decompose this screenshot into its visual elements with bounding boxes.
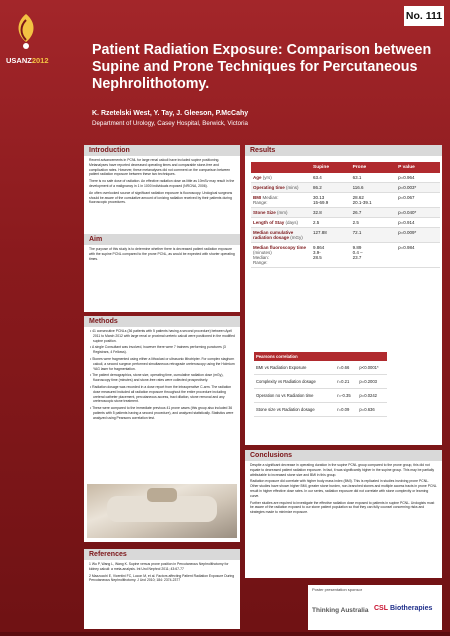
correlation-p: p<0.0001* — [357, 361, 387, 375]
prone-value: 26.7 — [351, 208, 397, 218]
logo-text: USANZ2012 — [6, 56, 49, 65]
row-label: BMI Median: Range: — [251, 193, 311, 208]
table-row — [251, 183, 440, 193]
results-table — [251, 162, 440, 268]
references-heading: References — [84, 549, 240, 560]
results-heading: Results — [245, 145, 442, 156]
table-row — [251, 228, 440, 243]
row-label: Stone Size (mm) — [251, 208, 311, 218]
table-row — [251, 243, 440, 268]
authors: K. Rzetelski West, Y. Tay, J. Gleeson, P.McCahy — [92, 110, 249, 117]
supine-value: 63.4 — [311, 173, 351, 183]
prone-value: 63.1 — [351, 173, 397, 183]
reference-item: 1 Wu P, Wang L, Wang K. Supine versus prone position in Percutaneous Nephrolithotomy for kidney calculi: a meta-analysis. Int Urol Nephrol 2011; 43:67-77 — [89, 562, 229, 571]
correlation-label: Stone size vs Radiation dosage — [254, 403, 335, 417]
conclusion-paragraph: Despite a significant decrease in operating duration in the supine PCNL group compared to the prone group, this did not equate to decreased patient radiation exposure. In fact, it was significantly higher in the supine group. This may be partially attributable to increased stone size and BMI in this group. — [250, 463, 435, 477]
supine-value: 32.8 — [311, 208, 351, 218]
conclusion-paragraph: Further studies are required to investigate the effective radiation dose exposed to patients in supine PCNL. Urologists must be aware of the radiation exposed to our stone patient population so that they can fully counsel concerning risks and strategies made to minimize exposure. — [250, 500, 435, 515]
correlation-table — [254, 352, 387, 417]
intro-paragraph: An often overlooked source of significant radiation exposure is fluoroscopy. Urological surgeons should be aware of the cumulative amount of ionizing radiation received by their patients during fluoroscopic procedures. — [89, 190, 233, 205]
prone-value: 9.89 0.4 – 23.7 — [351, 243, 397, 268]
prone-value: 28.62 20.1-39.1 — [351, 193, 397, 208]
correlation-label: Operation no vs Radiation time — [254, 389, 335, 403]
column-header — [251, 162, 311, 173]
correlation-row — [254, 389, 387, 403]
correlation-p: p=0.0242 — [357, 389, 387, 403]
p-value: p=0.964 — [396, 173, 440, 183]
aim-text: The purpose of this study is to determine whether there is decreased patient radiation exposure with the supine PCNL compared to the prone PCNL, as would be expected with shorter operating times. — [89, 247, 235, 261]
methods-item: • 41 consecutive PCNLs (36 patients with 5 patients having a second procedure) between April 2011 to March 2012 with large renal or proximal ureteric calculi were positioned in the modified supine position. — [90, 329, 235, 343]
conclusions-section — [245, 450, 442, 578]
row-label: Operating time (mins) — [251, 183, 311, 193]
table-row — [251, 173, 440, 183]
correlation-row — [254, 403, 387, 417]
row-label: Age (yrs) — [251, 173, 311, 183]
p-value: p=0.009* — [396, 228, 440, 243]
correlation-r: r=0.09 — [335, 403, 357, 417]
conclusion-paragraph: Radiation exposure did correlate with higher body mass index (BMI). This is replicated in studies involving prone PCNL. Other studies have shown higher BMI, greater stone burden, non-branched stones and multiple access tracts in prone PCNL result in higher effective dose rates. In our series, radiation exposure did not correlate with stone complexity or learning curve. — [250, 479, 437, 498]
surgical-photo — [87, 484, 237, 538]
poster-title: Patient Radiation Exposure: Comparison between Supine and Prone Techniques for Percutaneous Nephrolithotomy. — [92, 42, 432, 92]
methods-heading: Methods — [84, 316, 240, 327]
usanz-logo — [6, 6, 49, 78]
affiliation: Department of Urology, Casey Hospital, Berwick, Victoria — [92, 120, 248, 127]
correlation-r: r=-0.35 — [335, 389, 357, 403]
prone-value: 116.6 — [351, 183, 397, 193]
supine-value: 9.864 3.9- 28.5 — [311, 243, 351, 268]
table-row — [251, 218, 440, 228]
row-label: Median fluoroscopy time (minutes) Median: Range: — [251, 243, 311, 268]
correlation-row — [254, 361, 387, 375]
sponsor-box — [308, 585, 442, 630]
supine-value: 86.2 — [311, 183, 351, 193]
correlation-p: p=0.2003 — [357, 375, 387, 389]
intro-paragraph: There is no safe dose of radiation. An effective radiation dose as little as 10mSv may result in the development of a malignancy in 1 in 1000 individuals exposed (NRCNA, 2006). — [89, 179, 235, 188]
sponsor-label: Poster presentation sponsor — [312, 587, 363, 592]
column-header: Prone — [351, 162, 397, 173]
sponsor-name: Thinking Australia — [312, 607, 369, 614]
row-label: Length of Stay (days) — [251, 218, 311, 228]
row-label: Median cumulative radiation dosage (mGy) — [251, 228, 311, 243]
p-value: p=0.003* — [396, 183, 440, 193]
introduction-heading: Introduction — [84, 145, 240, 156]
p-value: p=0.984 — [396, 243, 440, 268]
methods-item: • These were compared to the immediate previous 41 prone cases (this group also included 36 patients with 5 patients having a second procedure), and analyzed statistically. Statistics were analyzed using Pearsons correlation test. — [90, 406, 234, 420]
aim-section — [84, 234, 240, 312]
poster-number-badge: No. 111 — [404, 6, 444, 26]
supine-value: 2.5 — [311, 218, 351, 228]
aim-heading: Aim — [84, 234, 240, 245]
table-row — [251, 208, 440, 218]
methods-item: • Stones were fragmented using either a lithoclast or ultrasonic lithotripter. For complex staghorn calculi, a second surgeon performed simultaneous retrograde ureteroscopy using the Holmium YAG laser for fragmentation. — [90, 356, 235, 371]
methods-item: • The patient demographics, stone size, operating time, cumulative radiation dose (mGy), fluoroscopy time (minutes) and stone-free rates were collected prospectively. — [90, 373, 224, 383]
correlation-row — [254, 375, 387, 389]
methods-item: • Radiation dosage was recorded in a dose report from the intraoperative C-arm. The radiation dose measured included all radiation exposure throughout the entire procedure including ureteral catheter placement, percutaneous access, tract dilation, stone removal and any ureteroscopic stone treatment. — [90, 384, 232, 404]
p-value: p=0.040* — [396, 208, 440, 218]
prone-value: 2.5 — [351, 218, 397, 228]
column-header: P value — [396, 162, 440, 173]
correlation-label: Complexity vs Radiation dosage — [254, 375, 335, 389]
correlation-p: p=0.636 — [357, 403, 387, 417]
introduction-section — [84, 145, 240, 241]
correlation-r: r=0.66 — [335, 361, 357, 375]
methods-item: • A single Consultant was involved, however there were 7 trainees performing punctures (3 Registrars, 4 Fellows). — [90, 345, 226, 355]
correlation-r: r=0.21 — [335, 375, 357, 389]
table-row — [251, 193, 440, 208]
correlation-heading: Pearsons correlation — [254, 352, 387, 361]
references-section — [84, 549, 240, 629]
reference-item: 2 Mazzucchi E, Vicentini FC, Lucon M, et al. Factors affecting Patient Radiation Exposure During Percutaneous Nephrolithotomy. J Urol 2010; 184: 2374-2377 — [89, 573, 235, 583]
intro-paragraph: Recent advancements in PCNL for large renal calculi have included supine positioning. Metanalyses have reported decreased operating times and comparable stone-free and complication rates. However, these metanalyses did not comment on the comparison between patient radiation exposure between these two techniques. — [89, 158, 231, 177]
logo-swirl-icon — [12, 12, 40, 52]
supine-value: 127.88 — [311, 228, 351, 243]
sponsor-logo-text: CSL Biotherapies — [374, 605, 433, 612]
p-value: p=0.067 — [396, 193, 440, 208]
p-value: p=0.914 — [396, 218, 440, 228]
correlation-label: BMI vs Radiation Exposure — [254, 361, 335, 375]
supine-value: 30.13 15-69.9 — [311, 193, 351, 208]
footer-bar — [0, 632, 450, 636]
conclusions-heading: Conclusions — [245, 450, 442, 461]
prone-value: 72.1 — [351, 228, 397, 243]
column-header: Supine — [311, 162, 351, 173]
